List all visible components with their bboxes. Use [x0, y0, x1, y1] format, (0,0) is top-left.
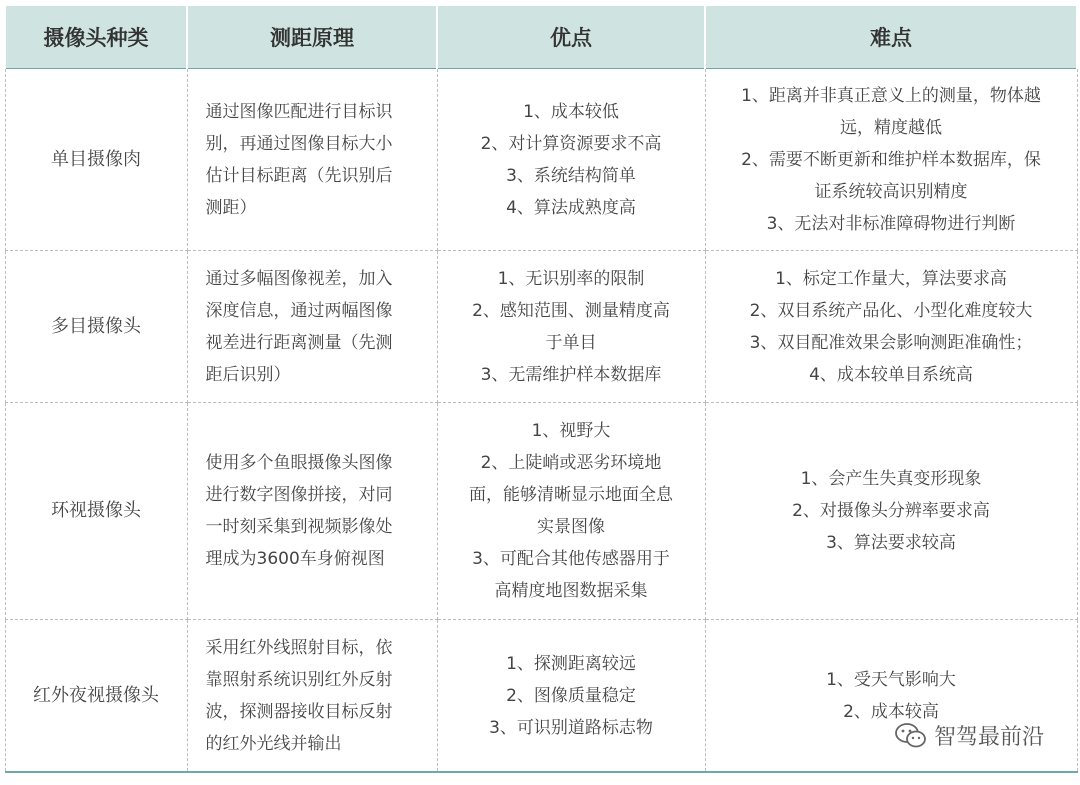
- principle-cell: [187, 403, 437, 620]
- pros-line: 实景图像: [537, 517, 605, 537]
- cons-cell: [705, 403, 1077, 620]
- pros-line: 3、无需维护样本数据库: [480, 364, 662, 385]
- cons-line: 3、算法要求较高: [826, 533, 956, 553]
- cons-line: 3、无法对非标准障碍物进行判断: [766, 213, 1016, 234]
- pros-line: 面，能够清晰显示地面全息: [469, 485, 673, 505]
- principle-line: 估计目标距离（先识别后: [205, 165, 393, 186]
- header-cons: 难点: [705, 5, 1077, 69]
- header-principle: 测距原理: [187, 5, 437, 69]
- pros-line: 2、图像质量稳定: [506, 685, 636, 706]
- camera-type-cell: 环视摄像头: [5, 403, 187, 620]
- pros-line: 4、算法成熟度高: [506, 197, 636, 218]
- watermark: [894, 720, 1044, 751]
- camera-type-cell: 单目摄像肉: [5, 69, 187, 251]
- table-row: [5, 251, 1077, 403]
- header-camera-type: 摄像头种类: [5, 5, 187, 69]
- table-row: [5, 69, 1077, 251]
- pros-cell: [437, 403, 705, 620]
- principle-cell: [187, 620, 437, 773]
- principle-line: 使用多个鱼眼摄像头图像: [205, 453, 393, 473]
- principle-line: 通过图像匹配进行目标识: [205, 101, 393, 122]
- principle-line: 距后识别）: [205, 364, 291, 385]
- pros-line: 3、可识别道路标志物: [489, 717, 653, 738]
- camera-comparison-table: [4, 4, 1078, 773]
- pros-line: 2、对计算资源要求不高: [480, 133, 662, 154]
- principle-line: 深度信息，通过两幅图像: [205, 300, 393, 321]
- pros-line: 2、上陡峭或恶劣环境地: [480, 453, 662, 473]
- pros-line: 3、可配合其他传感器用于: [472, 549, 670, 569]
- table-header-row: [5, 5, 1077, 69]
- principle-line: 进行数字图像拼接，对同: [205, 485, 393, 505]
- pros-cell: [437, 620, 705, 773]
- pros-line: 1、无识别率的限制: [497, 268, 645, 289]
- cons-line: 2、需要不断更新和维护样本数据库，保: [741, 149, 1041, 170]
- principle-line: 视差进行距离测量（先测: [205, 332, 393, 353]
- principle-line: 测距）: [205, 197, 257, 218]
- cons-line: 1、受天气影响大: [826, 669, 956, 690]
- principle-line: 通过多幅图像视差，加入: [205, 268, 393, 289]
- cons-cell: [705, 251, 1077, 403]
- pros-line: 2、感知范围、测量精度高: [472, 300, 670, 321]
- pros-cell: [437, 251, 705, 403]
- cons-line: 4、成本较单目系统高: [809, 364, 973, 385]
- cons-line: 1、距离并非真正意义上的测量，物体越: [741, 85, 1041, 106]
- principle-cell: [187, 251, 437, 403]
- watermark-text: 智驾最前沿: [933, 725, 1044, 750]
- principle-line: 波，探测器接收目标反射: [205, 701, 393, 722]
- pros-line: 高精度地图数据采集: [494, 581, 648, 601]
- wechat-icon: [894, 722, 928, 750]
- principle-line: 靠照射系统识别红外反射: [205, 669, 393, 690]
- cons-line: 2、对摄像头分辨率要求高: [792, 501, 990, 521]
- pros-line: 1、视野大: [531, 421, 611, 441]
- cons-line: 证系统较高识别精度: [814, 181, 968, 202]
- pros-line: 3、系统结构简单: [506, 165, 636, 186]
- pros-line: 1、成本较低: [523, 101, 619, 122]
- cons-cell: [705, 69, 1077, 251]
- camera-type-cell: 红外夜视摄像头: [5, 620, 187, 773]
- camera-type-cell: 多目摄像头: [5, 251, 187, 403]
- cons-line: 2、成本较高: [843, 701, 939, 722]
- comparison-table-container: [4, 4, 1076, 776]
- principle-line: 别，再通过图像目标大小: [205, 133, 393, 154]
- table-row: [5, 403, 1077, 620]
- pros-line: 于单目: [545, 332, 597, 353]
- principle-line: 的红外光线并输出: [205, 733, 342, 754]
- header-pros: 优点: [437, 5, 705, 69]
- cons-line: 2、双目系统产品化、小型化难度较大: [749, 300, 1033, 321]
- pros-line: 1、探测距离较远: [506, 653, 636, 674]
- cons-line: 1、标定工作量大，算法要求高: [775, 268, 1007, 289]
- pros-cell: [437, 69, 705, 251]
- principle-line: 理成为3600车身俯视图: [205, 549, 385, 569]
- principle-line: 一时刻采集到视频影像处: [205, 517, 393, 537]
- cons-line: 1、会产生失真变形现象: [800, 469, 982, 489]
- principle-cell: [187, 69, 437, 251]
- principle-line: 采用红外线照射目标，依: [205, 637, 393, 658]
- cons-line: 远，精度越低: [840, 117, 942, 138]
- cons-line: 3、双目配准效果会影响测距准确性；: [749, 332, 1033, 353]
